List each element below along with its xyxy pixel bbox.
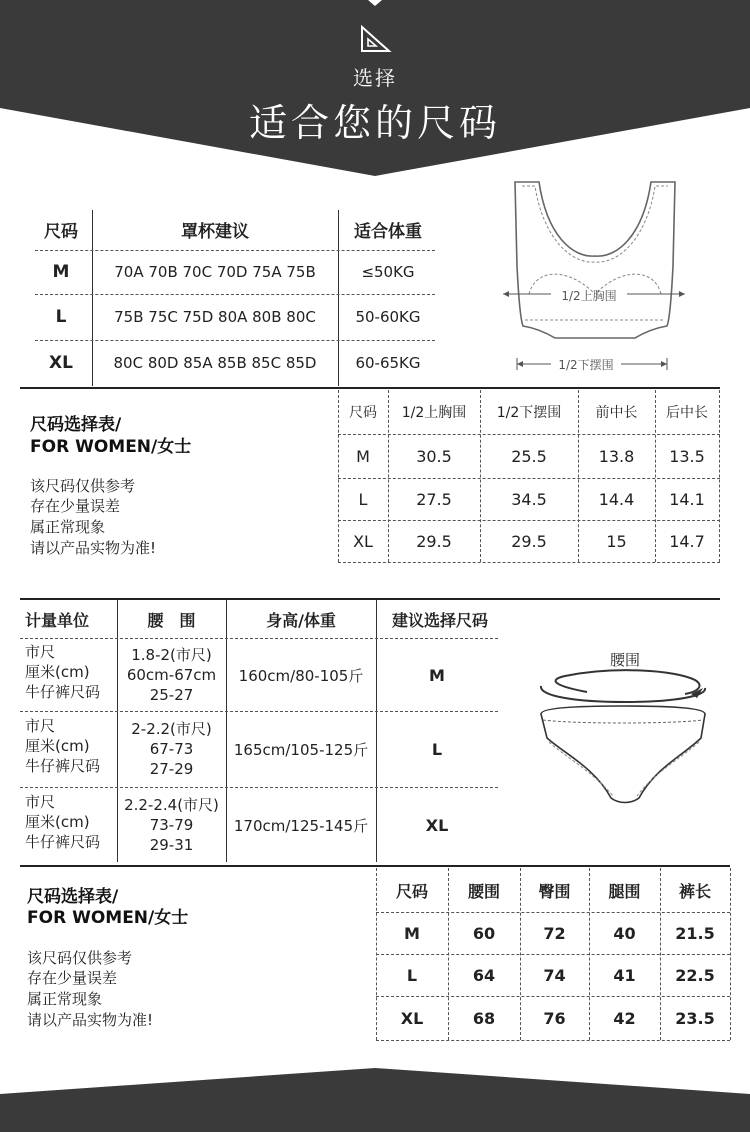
bra-header: 1/2下摆围: [496, 405, 562, 421]
waist-value: 73-79: [149, 816, 194, 834]
unit-list: [25, 792, 117, 858]
bra-note: 属正常现象: [30, 518, 106, 536]
waist-values: [117, 716, 226, 782]
bra-cell: 13.5: [669, 446, 705, 466]
waist-value: 25-27: [149, 686, 194, 704]
waist-value: 27-29: [149, 760, 194, 778]
top-row-size: XL: [49, 353, 73, 373]
unit-label: 牛仔裤尺码: [25, 833, 101, 851]
ruler-icon: [358, 24, 392, 54]
pants-header-height-weight: 身高/体重: [266, 610, 336, 630]
pants-header: 腿围: [608, 881, 641, 901]
recommend-size: M: [429, 665, 445, 685]
pants-cell: 21.5: [675, 923, 715, 943]
section-divider: [20, 598, 720, 600]
top-header-size: 尺码: [44, 221, 78, 242]
bra-note: 该尺码仅供参考: [30, 477, 136, 495]
hem-measure-label: 1/2下摆围: [558, 357, 614, 372]
section-divider: [20, 865, 730, 867]
bra-note: 存在少量误差: [30, 497, 121, 515]
waist-values: [117, 642, 226, 708]
unit-label: 厘米(cm): [25, 663, 90, 681]
bra-cell: 14.4: [598, 489, 635, 509]
recommend-size: L: [431, 739, 443, 759]
top-row-weight: ≤50KG: [361, 263, 415, 281]
bra-cell: 30.5: [416, 446, 452, 466]
header-subtitle: 选择: [353, 66, 397, 90]
unit-label: 市尺: [25, 793, 56, 811]
bra-cell: 34.5: [511, 489, 547, 509]
bra-note: 请以产品实物为准!: [30, 539, 157, 557]
section-divider: [20, 387, 720, 389]
pants-cell: M: [404, 923, 420, 943]
bra-cell: 27.5: [416, 489, 452, 509]
waist-value: 1.8-2(市尺): [131, 646, 212, 664]
top-row-size: L: [55, 307, 67, 327]
bra-header: 1/2上胸围: [401, 405, 467, 421]
pants-header: 臀围: [538, 881, 571, 901]
pants-note: 存在少量误差: [27, 969, 118, 987]
pants-cell: 64: [472, 965, 496, 985]
top-header-cup: 罩杯建议: [181, 221, 249, 242]
unit-list: [25, 716, 117, 782]
bra-header: 后中长: [666, 405, 708, 421]
waist-values: [117, 792, 226, 858]
height-weight-value: 160cm/80-105斤: [238, 666, 364, 685]
pants-cell: 60: [472, 923, 496, 943]
unit-label: 牛仔裤尺码: [25, 683, 101, 701]
pants-cell: 22.5: [675, 965, 715, 985]
pants-cell: XL: [400, 1008, 424, 1028]
header-title: 适合您的尺码: [248, 101, 501, 145]
top-row-cups: 75B 75C 75D 80A 80B 80C: [114, 308, 316, 326]
pants-cell: 42: [613, 1008, 636, 1028]
unit-label: 市尺: [25, 717, 56, 735]
height-weight-value: 170cm/125-145斤: [233, 816, 369, 835]
recommend-size: XL: [425, 815, 449, 835]
pants-cell: 76: [543, 1008, 566, 1028]
top-row-weight: 50-60KG: [355, 308, 421, 326]
top-row-size: M: [52, 262, 70, 282]
waist-diagram-label: 腰围: [609, 650, 640, 669]
pants-cell: 23.5: [675, 1008, 715, 1028]
bra-cell: M: [356, 446, 370, 466]
pants-header: 尺码: [395, 881, 428, 901]
bra-cell: 14.1: [669, 489, 705, 509]
unit-list: [25, 642, 117, 708]
briefs-illustration: [535, 668, 715, 808]
pants-cell: 40: [613, 923, 636, 943]
top-row-cups: 70A 70B 70C 70D 75A 75B: [114, 263, 316, 281]
height-weight-value: 165cm/105-125斤: [233, 740, 369, 759]
top-row-weight: 60-65KG: [355, 354, 421, 372]
bra-cell: XL: [353, 531, 373, 551]
waist-value: 67-73: [149, 740, 194, 758]
bra-header: 尺码: [349, 405, 377, 421]
pants-cell: 41: [613, 965, 636, 985]
bra-cell: 29.5: [416, 531, 452, 551]
waist-value: 2-2.2(市尺): [131, 720, 212, 738]
top-row-cups: 80C 80D 85A 85B 85C 85D: [113, 354, 317, 372]
bra-cell: 15: [606, 531, 627, 551]
bra-cell: L: [358, 489, 368, 509]
unit-label: 市尺: [25, 643, 56, 661]
unit-label: 厘米(cm): [25, 813, 90, 831]
pants-header-waist: 腰 围: [147, 610, 196, 630]
top-header-weight: 适合体重: [354, 221, 422, 242]
chest-measure-label: 1/2上胸围: [561, 288, 617, 303]
waist-value: 29-31: [149, 836, 194, 854]
waist-value: 2.2-2.4(市尺): [124, 796, 219, 814]
pants-cell: 74: [543, 965, 566, 985]
pants-section-title-1: 尺码选择表/: [27, 887, 119, 907]
bra-header: 前中长: [595, 405, 638, 421]
pants-note: 属正常现象: [27, 990, 103, 1008]
bra-section-title-1: 尺码选择表/: [30, 415, 122, 435]
pants-header: 腰围: [467, 881, 500, 901]
pants-header-unit: 计量单位: [25, 610, 90, 630]
bra-illustration: [495, 176, 695, 376]
pants-header: 裤长: [678, 881, 711, 901]
waist-value: 60cm-67cm: [126, 666, 217, 684]
bra-section-title-2: FOR WOMEN/女士: [30, 437, 192, 457]
bra-cell: 25.5: [511, 446, 547, 466]
bra-cell: 14.7: [669, 531, 705, 551]
pants-cell: 68: [472, 1008, 496, 1028]
bra-cell: 29.5: [511, 531, 547, 551]
footer-banner: [0, 1064, 750, 1132]
pants-note: 该尺码仅供参考: [27, 949, 133, 967]
pants-cell: 72: [543, 923, 566, 943]
pants-cell: L: [406, 965, 418, 985]
pants-section-title-2: FOR WOMEN/女士: [27, 908, 189, 928]
bra-cell: 13.8: [598, 446, 635, 466]
unit-label: 牛仔裤尺码: [25, 757, 101, 775]
unit-label: 厘米(cm): [25, 737, 90, 755]
pants-note: 请以产品实物为准!: [27, 1011, 154, 1029]
pants-header-size: 建议选择尺码: [392, 610, 489, 630]
